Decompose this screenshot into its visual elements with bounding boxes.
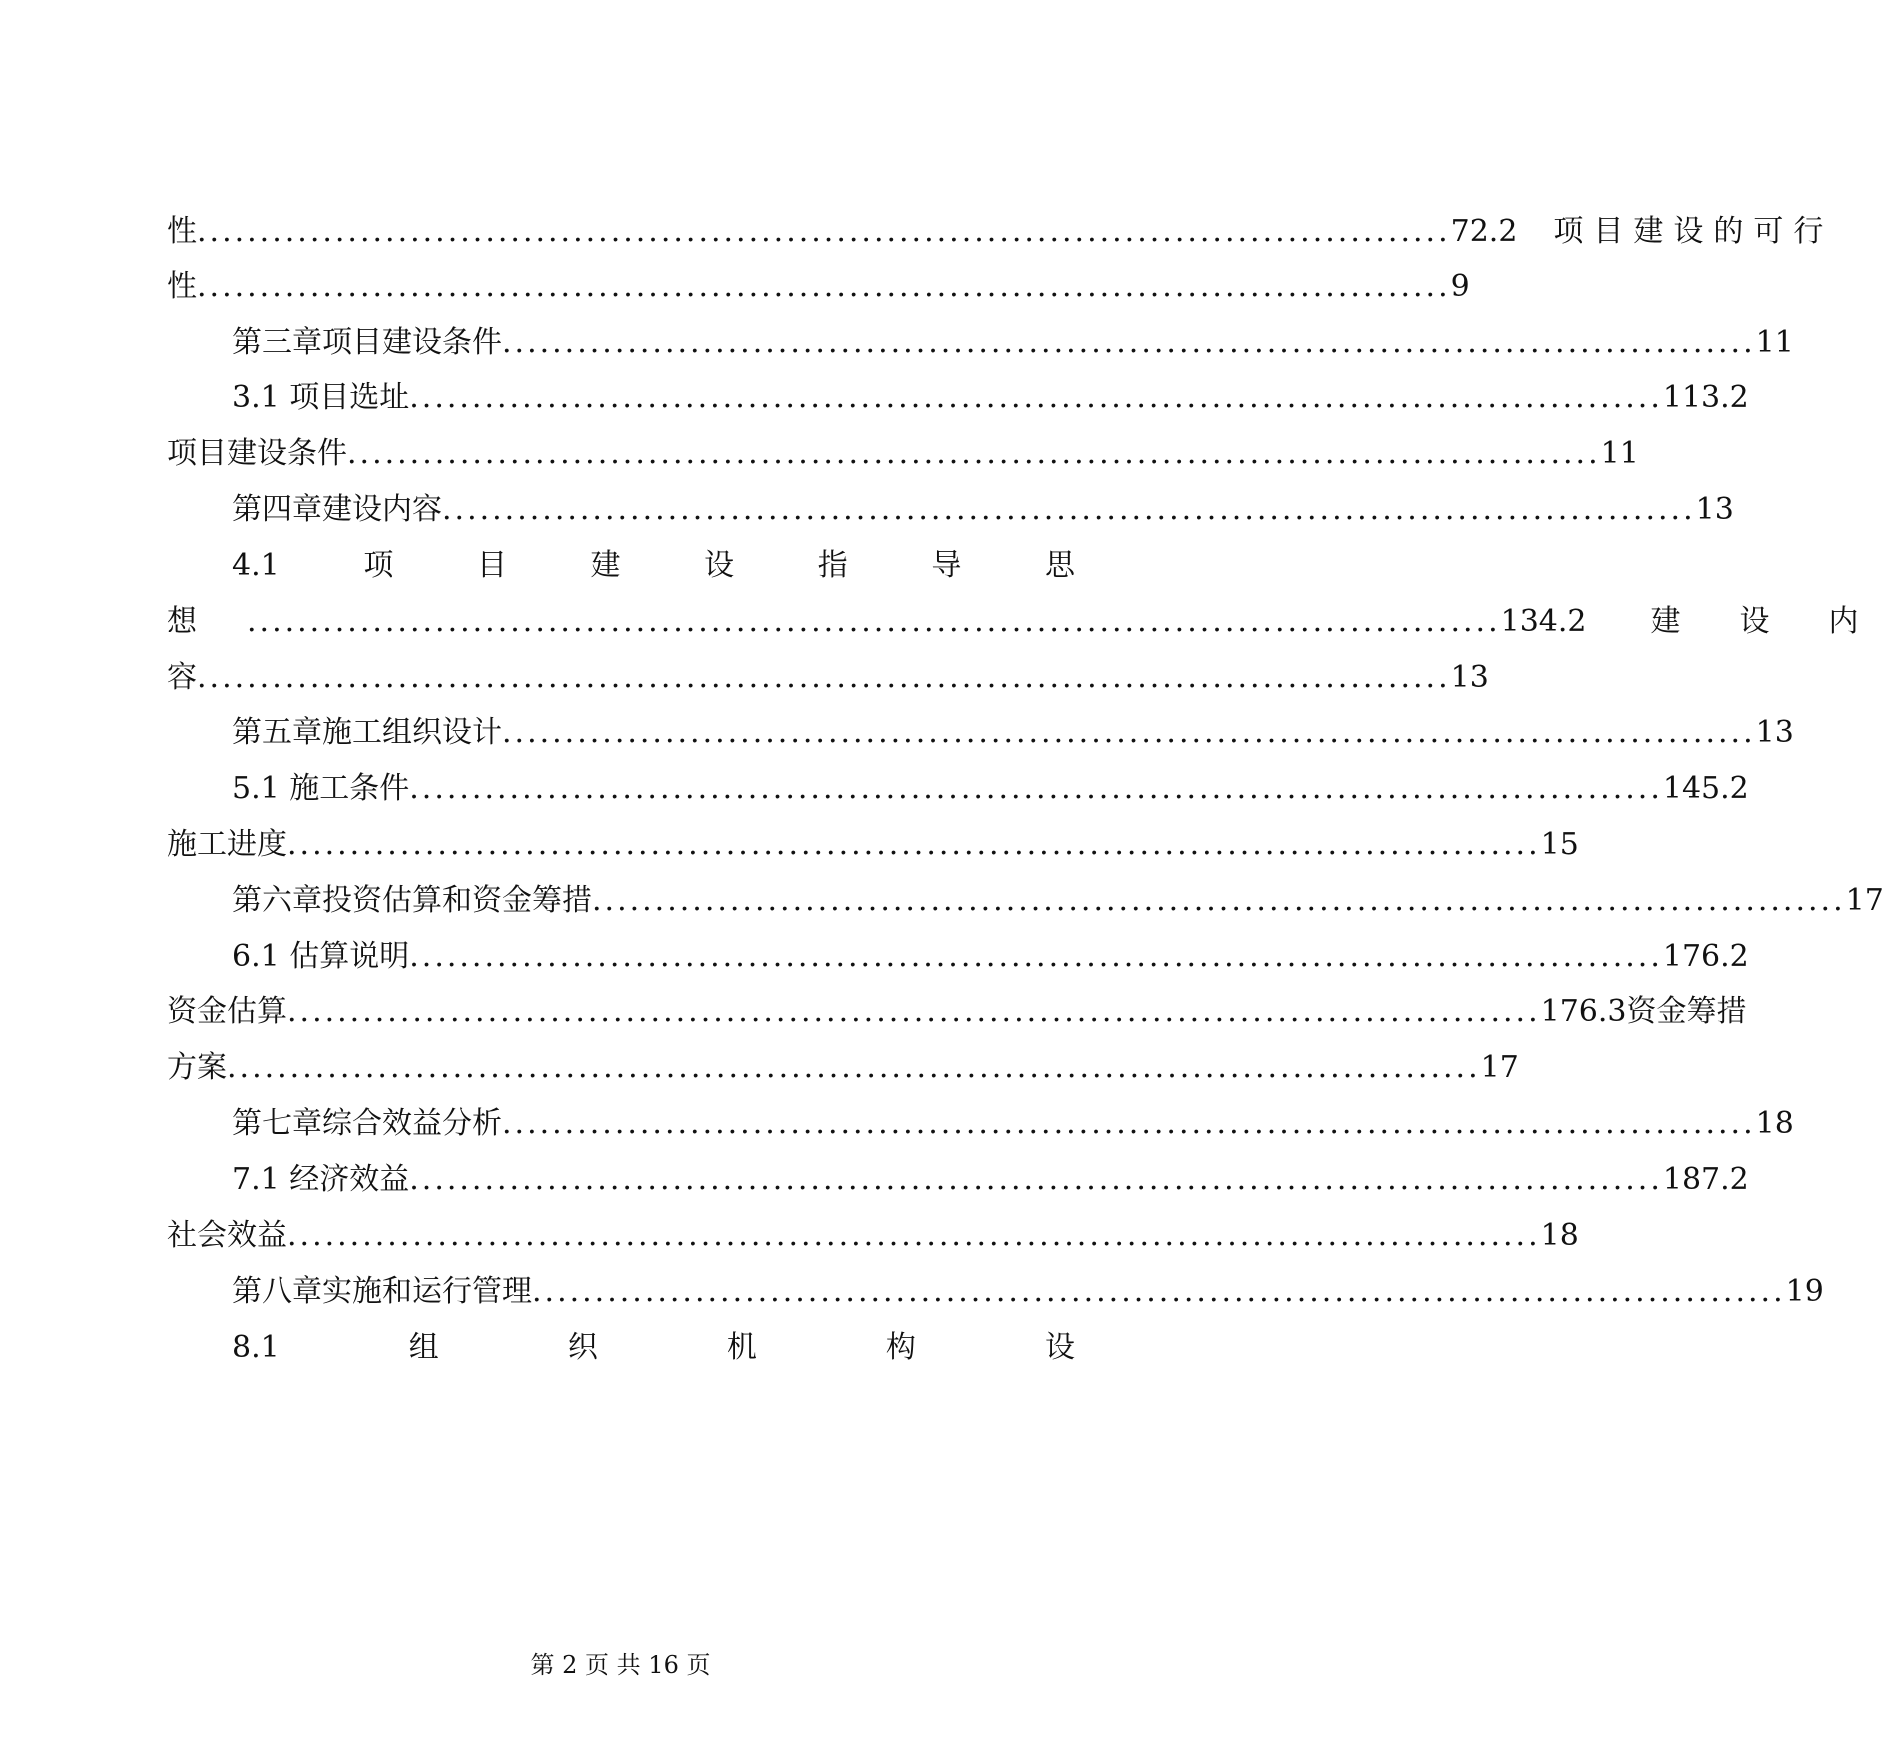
toc-page-number: 18 — [1540, 1218, 1579, 1253]
toc-section-title: 方案 — [167, 1050, 227, 1085]
toc-line — [167, 1214, 1579, 1258]
toc-char: 容 — [167, 660, 197, 695]
toc-page-number: 13 — [1755, 715, 1794, 750]
toc-line — [167, 432, 1639, 476]
toc-line — [232, 1326, 1075, 1370]
toc-line — [232, 1158, 1749, 1202]
toc-page-number: 18 — [1755, 1106, 1794, 1141]
toc-chapter-title: 第七章综合效益分析 — [232, 1106, 502, 1141]
dot-leader: .................................................................................................... — [409, 771, 1663, 806]
dot-leader: .................................................................................................... — [409, 939, 1663, 974]
toc-char: 指 — [817, 548, 848, 583]
dot-leader: .................................................................................................... — [227, 1050, 1481, 1085]
toc-char: 建 — [1633, 214, 1664, 249]
toc-line — [232, 767, 1749, 811]
toc-page-number: 17 — [1845, 883, 1884, 918]
toc-char: 项 — [363, 548, 394, 583]
toc-page-number: 15 — [1540, 827, 1579, 862]
toc-char: 设 — [1739, 604, 1770, 639]
toc-page-number: 17 — [1480, 1050, 1519, 1085]
toc-line — [232, 488, 1734, 532]
toc-chapter-title: 第五章施工组织设计 — [232, 715, 502, 750]
toc-char: 组 — [408, 1330, 439, 1365]
toc-section-title: 3.1 项目选址 — [232, 380, 410, 415]
toc-char: 机 — [726, 1330, 757, 1365]
toc-line — [232, 321, 1794, 365]
toc-char: 设 — [1673, 214, 1704, 249]
toc-char: 的 — [1713, 214, 1744, 249]
toc-page-number: 11 — [1600, 436, 1639, 471]
toc-section-title: 项目建设条件 — [167, 436, 347, 471]
dot-leader: .................................................................................................... — [287, 1218, 1541, 1253]
toc-line — [232, 879, 1884, 923]
toc-page-number: 13 — [1695, 492, 1734, 527]
dot-leader: .................................................................................................... — [442, 492, 1696, 527]
toc-char: 构 — [885, 1330, 916, 1365]
toc-char: 导 — [931, 548, 962, 583]
toc-chapter-title: 第四章建设内容 — [232, 492, 442, 527]
dot-leader: .................................................................................................... — [502, 1106, 1756, 1141]
dot-leader: .................................................................................................... — [287, 827, 1541, 862]
toc-page-number: 176.3资金筹措 — [1540, 994, 1747, 1029]
dot-leader: .................................................................................................... — [592, 883, 1846, 918]
toc-section-number: 8.1 — [232, 1330, 280, 1365]
toc-char: 可 — [1753, 214, 1784, 249]
toc-line — [167, 1046, 1519, 1090]
toc-char: 建 — [1650, 604, 1681, 639]
toc-spread-text — [1651, 600, 1859, 644]
toc-chapter-title: 第三章项目建设条件 — [232, 325, 502, 360]
toc-text: 性 — [167, 214, 197, 249]
page-footer: 第 2 页 共 16 页 — [530, 1651, 711, 1679]
toc-page-number: 134.2 — [1500, 604, 1587, 639]
dot-leader: .................................................................................................... — [409, 380, 1663, 415]
toc-char: 目 — [476, 548, 507, 583]
toc-section-title: 5.1 施工条件 — [232, 771, 410, 806]
toc-char: 建 — [590, 548, 621, 583]
dot-leader: .................................................................................................... — [502, 715, 1756, 750]
toc-section-number: 4.1 — [232, 548, 280, 583]
toc-page-number: 19 — [1785, 1274, 1824, 1309]
toc-char: 项 — [1553, 214, 1584, 249]
dot-leader: .................................................................................................... — [287, 994, 1541, 1029]
toc-section-title: 施工进度 — [167, 827, 287, 862]
toc-char: 设 — [704, 548, 735, 583]
toc-text: 性 — [167, 269, 197, 304]
toc-line — [167, 990, 1747, 1034]
dot-leader: .................................................................................................... — [409, 1162, 1663, 1197]
toc-page-number: 9 — [1450, 269, 1470, 304]
toc-line — [232, 376, 1749, 420]
toc-line — [167, 823, 1579, 867]
toc-char: 目 — [1593, 214, 1624, 249]
toc-page-number: 187.2 — [1662, 1162, 1749, 1197]
toc-section-title: 社会效益 — [167, 1218, 287, 1253]
toc-char: 设 — [1044, 1330, 1075, 1365]
dot-leader: .................................................................................................... — [502, 325, 1756, 360]
toc-char: 内 — [1828, 604, 1859, 639]
toc-line — [232, 935, 1749, 979]
toc-line — [232, 1102, 1794, 1146]
toc-char: 思 — [1044, 548, 1075, 583]
dot-leader: .................................................................................................... — [197, 269, 1451, 304]
toc-line — [167, 656, 1489, 700]
toc-line — [167, 600, 1859, 644]
toc-page-number: 13 — [1450, 660, 1489, 695]
toc-line — [167, 265, 1470, 309]
toc-line — [232, 544, 1075, 588]
dot-leader: .................................................................................................... — [247, 604, 1501, 639]
toc-line — [167, 210, 1824, 254]
toc-section-title: 资金估算 — [167, 994, 287, 1029]
toc-page-number: 113.2 — [1662, 380, 1749, 415]
toc-spread-text — [1553, 210, 1823, 254]
toc-page-number: 72.2 — [1450, 214, 1518, 249]
dot-leader: .................................................................................................... — [347, 436, 1601, 471]
toc-page-number: 145.2 — [1662, 771, 1749, 806]
toc-line — [232, 711, 1794, 755]
toc-char: 行 — [1793, 214, 1824, 249]
dot-leader: .................................................................................................... — [197, 214, 1451, 249]
toc-char: 想 — [167, 604, 197, 639]
toc-section-title: 6.1 估算说明 — [232, 939, 410, 974]
toc-chapter-title: 第六章投资估算和资金筹措 — [232, 883, 592, 918]
toc-line — [232, 1270, 1824, 1314]
toc-chapter-title: 第八章实施和运行管理 — [232, 1274, 532, 1309]
toc-page-number: 11 — [1755, 325, 1794, 360]
dot-leader: .................................................................................................... — [197, 660, 1451, 695]
dot-leader: .................................................................................................... — [532, 1274, 1786, 1309]
toc-char: 织 — [567, 1330, 598, 1365]
toc-page-number: 176.2 — [1662, 939, 1749, 974]
toc-section-title: 7.1 经济效益 — [232, 1162, 410, 1197]
